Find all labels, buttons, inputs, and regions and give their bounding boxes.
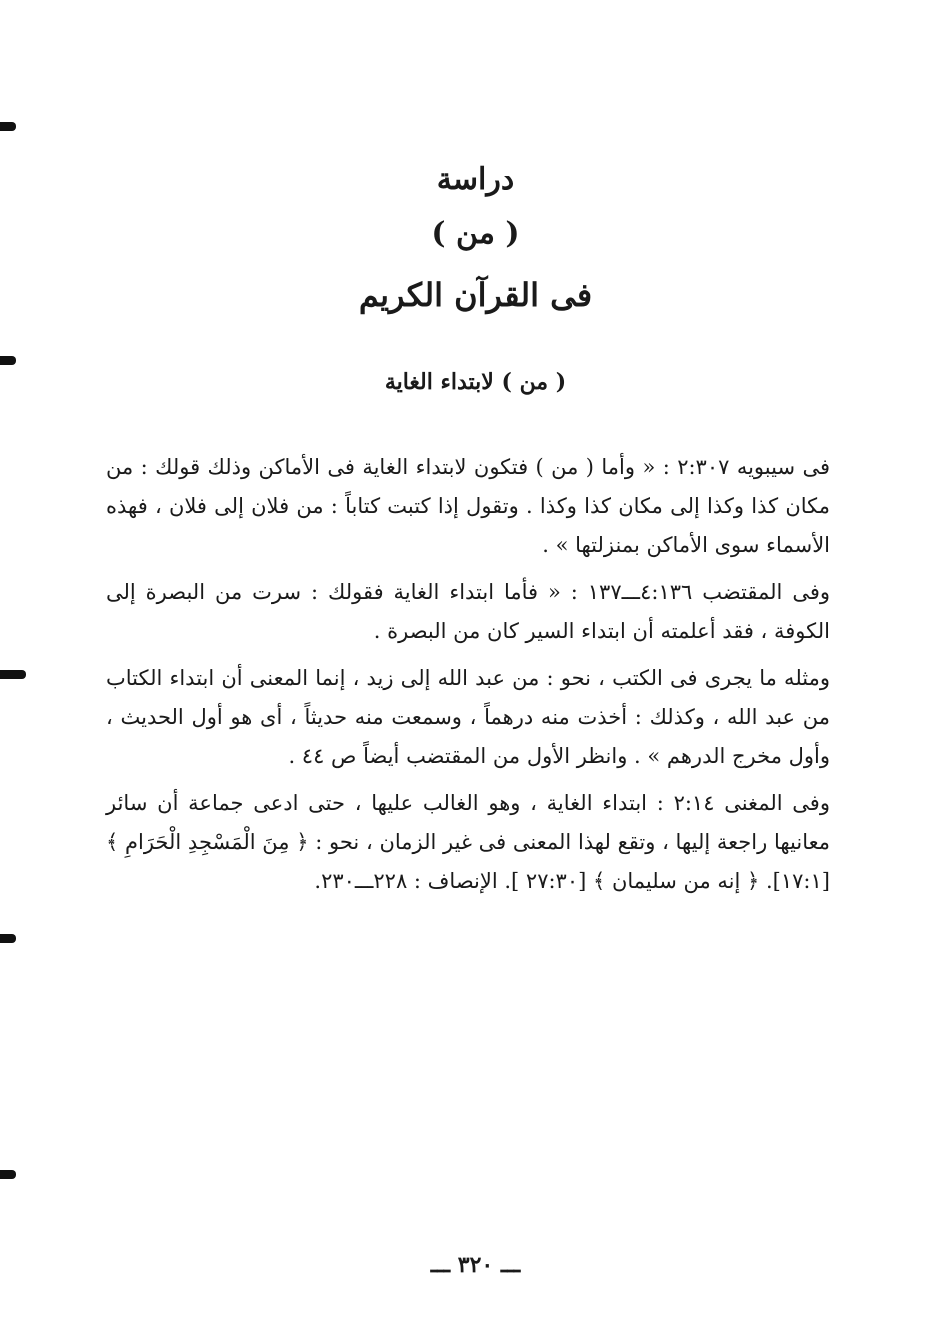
paragraph: ومثله ما يجرى فى الكتب ، نحو : من عبد الله إلى زيد ، إنما المعنى أن ابتداء الكتاب من عبد الله ، وكذلك : أخذت منه درهماً ، وسمعت منه حديثاً ، أى هو أول الحديث ، وأول مخرج الدرهم » . وانظر الأول من المقتضب أيضاً ص ٤٤ . — [106, 666, 830, 768]
page-subtitle: ( من ) — [431, 216, 520, 251]
body-text — [106, 448, 830, 909]
scan-edge-mark — [0, 670, 26, 679]
page-main-title: فى القرآن الكريم — [358, 276, 593, 314]
paragraph: وفى المقتضب ٤:١٣٦ـــ١٣٧ : « فأما ابتداء الغاية فقولك : سرت من البصرة إلى الكوفة ، فقد أعلمته أن ابتداء السير كان من البصرة . — [106, 580, 830, 643]
paragraph: وفى المغنى ٢:١٤ : ابتداء الغاية ، وهو الغالب عليها ، حتى ادعى جماعة أن سائر معانيها راجعة إليها ، وتقع لهذا المعنى فى غير الزمان ، نحو : ﴿ مِنَ الْمَسْجِدِ الْحَرَامِ ﴾ [١٧:١]. ﴿ إنه من سليمان ﴾ [٢٧:٣٠ ]. الإنصاف : ٢٢٨ـــ٢٣٠. — [106, 791, 830, 893]
paragraph: فى سيبويه ٢:٣٠٧ : « وأما ( من ) فتكون لابتداء الغاية فى الأماكن وذلك قولك : من مكان كذا وكذا إلى مكان كذا وكذا . وتقول إذا كتبت كتاباً : من فلان إلى فلان ، فهذه الأسماء سوى الأماكن بمنزلتها » . — [106, 455, 830, 557]
page-title: دراسة — [436, 162, 515, 197]
scan-edge-mark — [0, 122, 16, 131]
scan-edge-mark — [0, 934, 16, 943]
section-heading: ( من ) لابتداء الغاية — [384, 369, 567, 395]
page-number: ـــ ٣٢٠ ـــ — [430, 1252, 521, 1278]
title-block — [0, 158, 951, 324]
scan-edge-mark — [0, 1170, 16, 1179]
